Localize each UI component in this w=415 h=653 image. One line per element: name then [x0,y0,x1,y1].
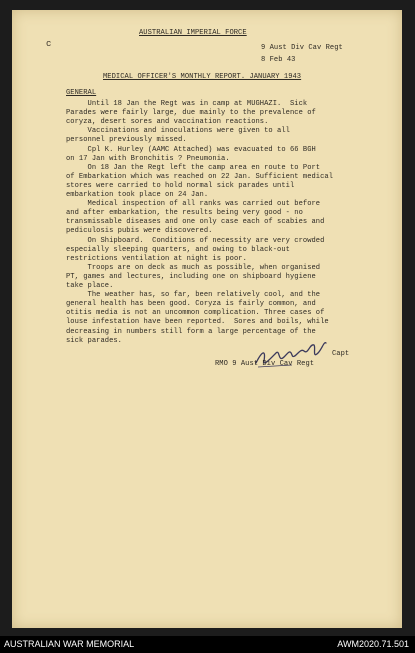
document-header: AUSTRALIAN IMPERIAL FORCE [139,29,247,37]
report-line: restrictions ventilation at night is poor. [66,254,247,263]
report-line: especially sleeping quarters, and owing to black-out [66,245,290,254]
signatory-rank: Capt [332,350,350,358]
archive-footer [0,636,415,653]
report-line: On Shipboard. Conditions of necessity are very crowded [66,236,325,245]
report-line: Troops are on deck as much as possible, when organised [66,263,321,272]
report-line: general health has been good. Coryza is fairly common, and [66,300,316,309]
report-title: MEDICAL OFFICER'S MONTHLY REPORT. JANUARY 1943 [103,73,302,81]
report-line: decreasing in numbers still form a large percentage of the [66,327,316,336]
report-line: pediculosis pubis were discovered. [66,227,213,236]
report-line: transmissable diseases and one only case each of scabies and [66,218,325,227]
unit-name: 9 Aust Div Cav Regt [261,44,343,52]
report-line: louse infestation have been reported. Sores and boils, while [66,318,329,327]
report-line: The weather has, so far, been relatively cool, and the [66,291,321,300]
report-line: take place. [66,282,114,290]
report-line: and after embarkation, the results being very good - no [66,209,303,218]
report-line: Medical inspection of all ranks was carried out before [66,200,321,209]
report-line: personnel previously missed. [66,136,187,145]
report-line: Vaccinations and inoculations were given to all [66,127,290,136]
report-line: embarkation took place on 24 Jan. [66,191,209,199]
report-line: of Embarkation which was reached on 22 Jan. Sufficient medical [66,172,334,181]
report-line: Until 18 Jan the Regt was in camp at MUGHAZI. Sick [66,100,308,108]
report-line: otitis media is not an uncommon complication. Three cases of [66,309,325,318]
archive-name: AUSTRALIAN WAR MEMORIAL [4,639,135,649]
report-line: coryza, desert sores and vaccination reactions. [66,118,269,127]
archive-reference: AWM2020.71.501 [337,639,409,649]
report-line: Cpl K. Hurley (AAMC Attached) was evacuated to 66 BGH [66,145,316,154]
report-line: Parades were fairly large, due mainly to the prevalence of [66,109,316,118]
report-line: on 17 Jan with Bronchitis ? Pneumonia. [66,154,230,163]
signatory-appointment: RMO 9 Aust Div Cav Regt [215,360,315,368]
report-line: stores were carried to hold normal sick parades until [66,181,295,190]
document-page [12,10,402,628]
report-line: sick parades. [66,336,122,345]
report-line: PT, games and lectures, including one on shipboard hygiene [66,272,316,281]
document-date: 8 Feb 43 [261,56,296,64]
margin-mark: c [46,39,52,49]
section-heading: GENERAL [66,89,97,97]
report-line: On 18 Jan the Regt left the camp area en route to Port [66,163,321,172]
